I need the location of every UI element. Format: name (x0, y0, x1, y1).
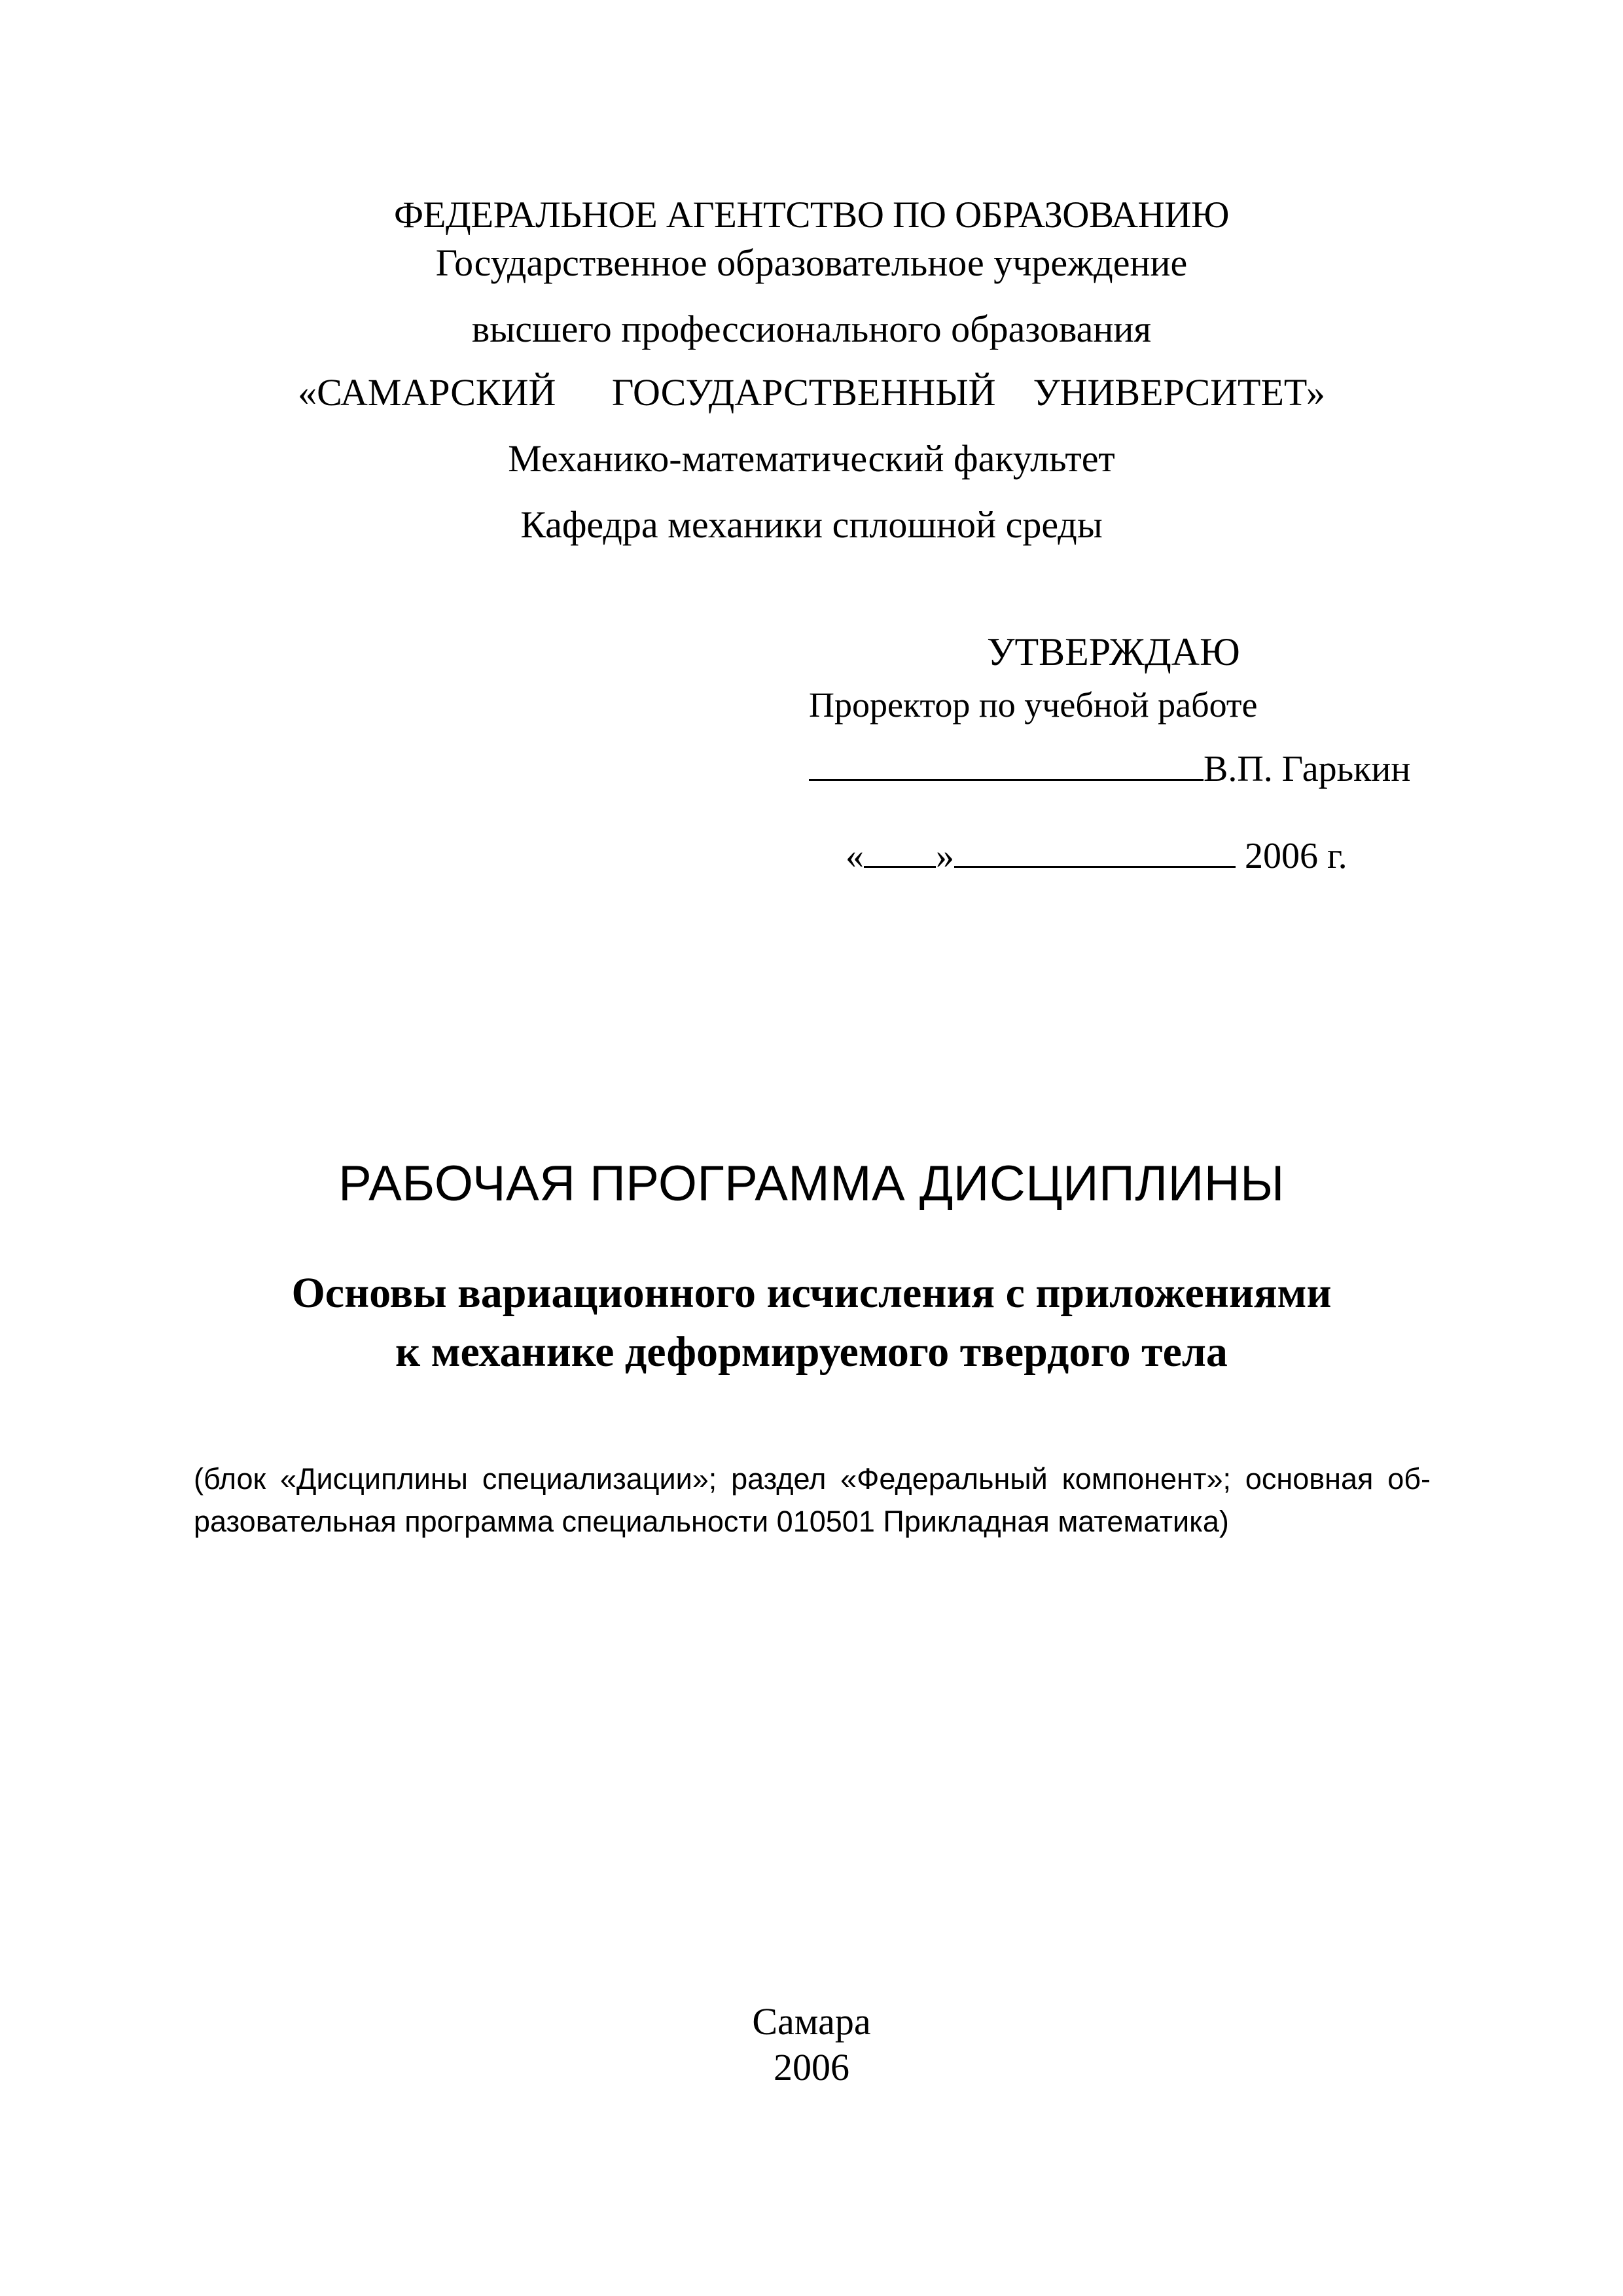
course-title-line-2: к механике деформируемого твердого тела (395, 1328, 1228, 1376)
department-name: Кафедра механики сплошной среды (520, 503, 1103, 546)
month-blank (954, 837, 1236, 868)
course-title-line-1: Основы вариационного исчисления с приложениями (291, 1269, 1332, 1317)
institution-line-2: высшего профессионального образования (471, 308, 1152, 350)
signatory-name: В.П. Гарькин (1204, 749, 1411, 789)
signature-row (809, 750, 1410, 787)
date-open-quote: « (846, 836, 864, 876)
classification-line-1: (блок «Дисциплины специализации»; раздел «Федеральный компонент»; основная об- (194, 1462, 1431, 1496)
date-row (809, 800, 1347, 911)
approval-title: УТВЕРЖДАЮ (987, 630, 1240, 673)
day-blank (864, 837, 936, 868)
signature-line (809, 750, 1204, 781)
approval-role: Проректор по учебной работе (809, 685, 1258, 725)
date-close-quote: » (936, 836, 954, 876)
agency-name: ФЕДЕРАЛЬНОЕ АГЕНТСТВО ПО ОБРАЗОВАНИЮ (394, 194, 1229, 236)
university-name: «САМАРСКИЙ ГОСУДАРСТВЕННЫЙ УНИВЕРСИТЕТ» (298, 371, 1325, 414)
classification-line-2: разовательная программа специальности 010501 Прикладная математика) (194, 1505, 1229, 1538)
date-year: 2006 г. (1236, 836, 1347, 876)
institution-line-1: Государственное образовательное учреждение (435, 242, 1188, 284)
publication-year: 2006 (774, 2046, 849, 2089)
classification-note (194, 1458, 1431, 1543)
faculty-name: Механико-математический факультет (508, 437, 1115, 480)
city-name: Самара (752, 2000, 871, 2043)
document-title: РАБОЧАЯ ПРОГРАММА ДИСЦИПЛИНЫ (338, 1156, 1285, 1211)
